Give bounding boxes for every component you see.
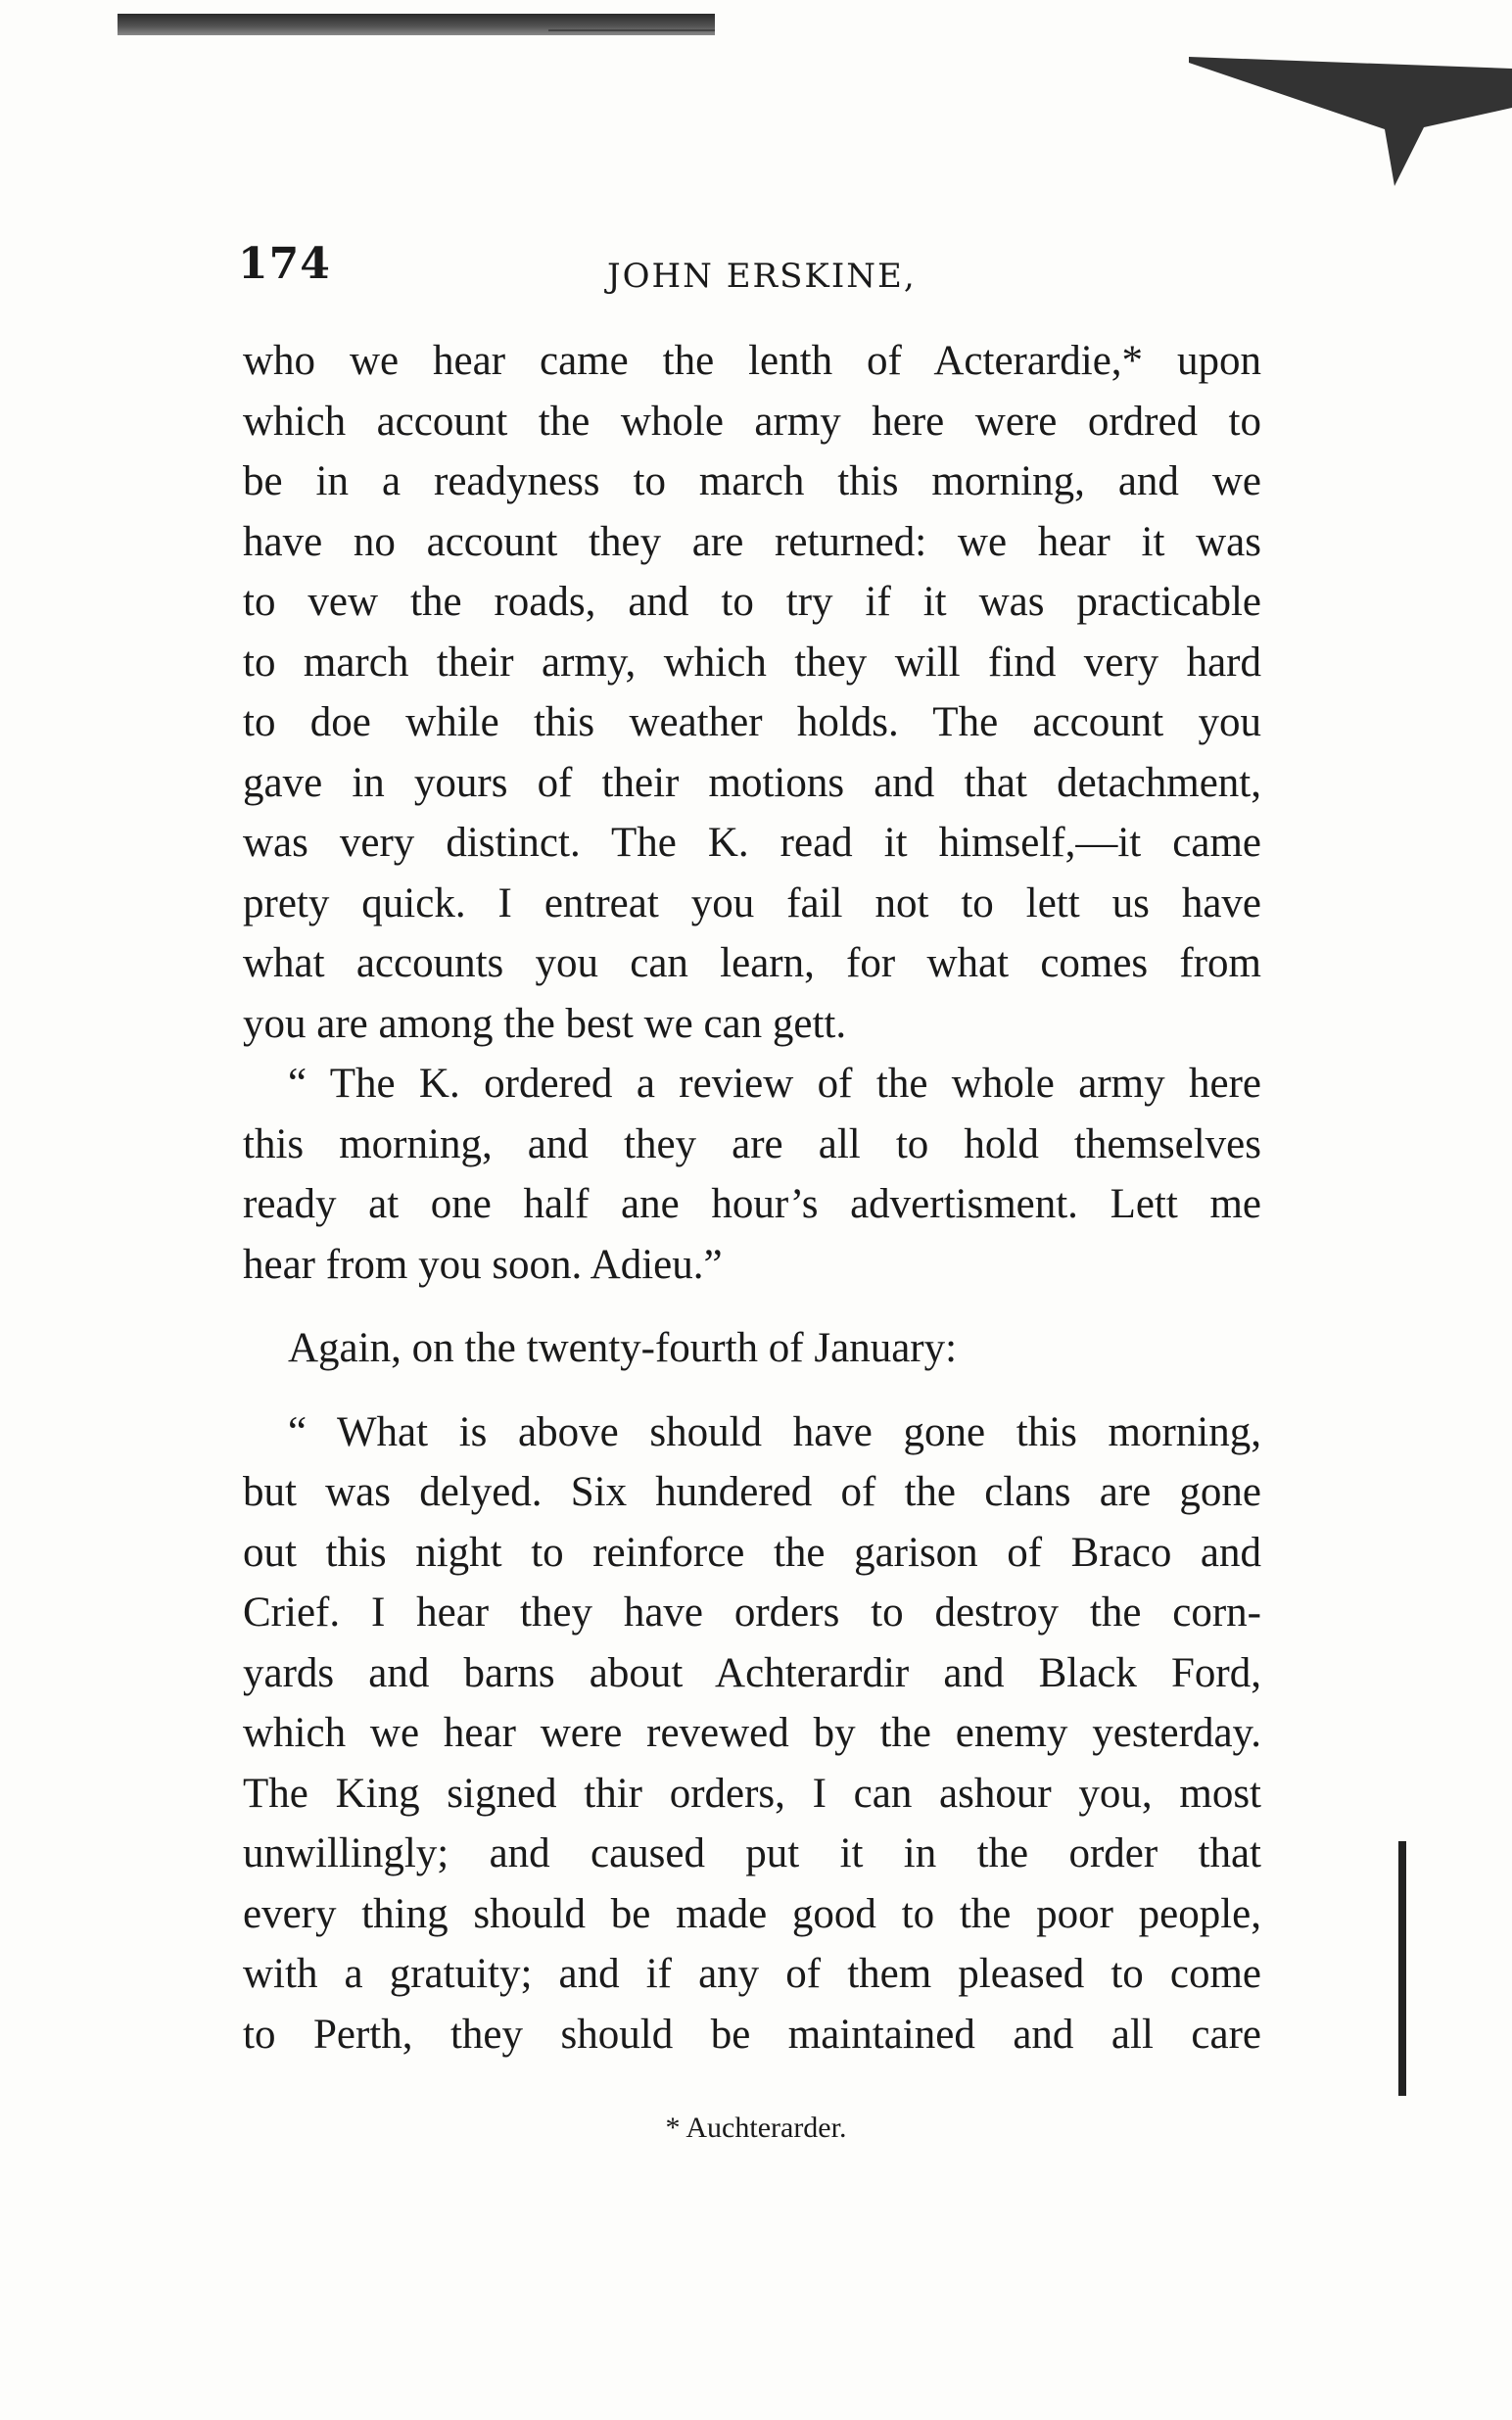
text-line: out this night to reinforce the garison of Braco and — [243, 1529, 1261, 1576]
text-line: hear from you soon. Adieu.” — [243, 1241, 723, 1288]
text-line: gave in yours of their motions and that detachment, — [243, 759, 1261, 806]
text-line: prety quick. I entreat you fail not to lett us have — [243, 879, 1261, 926]
text-line: who we hear came the lenth of Acterardie,* upon — [243, 338, 1261, 384]
text-line: but was delyed. Six hundered of the clans are gone — [243, 1469, 1261, 1515]
scan-edge-bar — [118, 14, 715, 35]
paragraph-3 — [243, 1318, 1261, 1379]
text-line: have no account they are returned: we hear it was — [243, 518, 1261, 565]
text-line: Again, on the twenty-fourth of January: — [288, 1325, 958, 1371]
text-line: every thing should be made good to the poor people, — [243, 1890, 1261, 1937]
text-line: “ What is above should have gone this morning, — [288, 1408, 1261, 1455]
running-title: JOHN ERSKINE, — [607, 257, 917, 296]
footnote: * Auchterarder. — [665, 2112, 847, 2144]
text-line: was very distinct. The K. read it himself,—it came — [243, 820, 1261, 866]
text-line: to vew the roads, and to try if it was practicable — [243, 579, 1261, 625]
text-line: be in a readyness to march this morning, and we — [243, 458, 1261, 504]
text-line: this morning, and they are all to hold themselves — [243, 1120, 1261, 1167]
text-line: yards and barns about Achterardir and Black Ford, — [243, 1649, 1261, 1696]
text-line: “ The K. ordered a review of the whole army here — [288, 1061, 1261, 1107]
text-line: which we hear were revewed by the enemy yesterday. — [243, 1710, 1261, 1756]
scan-edge-line — [548, 29, 715, 31]
text-line: Crief. I hear they have orders to destroy the corn- — [243, 1590, 1261, 1636]
text-line: you are among the best we can gett. — [243, 1000, 847, 1047]
text-line: what accounts you can learn, for what comes from — [243, 940, 1261, 986]
paragraph-2-cont — [243, 1115, 1261, 1296]
text-line: to Perth, they should be maintained and all care — [243, 2011, 1261, 2058]
page-body — [243, 331, 1261, 2064]
paragraph-1 — [243, 331, 1261, 1054]
text-line: which account the whole army here were ordred to — [243, 398, 1261, 445]
page-number: 174 — [238, 239, 331, 289]
text-line: with a gratuity; and if any of them pleased to come — [243, 1951, 1261, 1997]
paragraph-4-cont — [243, 1462, 1261, 2064]
paragraph-2 — [243, 1054, 1261, 1115]
text-line: unwillingly; and caused put it in the order that — [243, 1830, 1261, 1876]
scan-corner-shadow — [1189, 49, 1512, 186]
paragraph-4 — [243, 1402, 1261, 1463]
text-line: ready at one half ane hour’s advertisment. Lett me — [243, 1181, 1261, 1227]
scan-margin-mark — [1398, 1841, 1406, 2096]
text-line: to march their army, which they will find very hard — [243, 639, 1261, 686]
text-line: The King signed thir orders, I can ashour you, most — [243, 1770, 1261, 1817]
text-line: to doe while this weather holds. The account you — [243, 699, 1261, 745]
